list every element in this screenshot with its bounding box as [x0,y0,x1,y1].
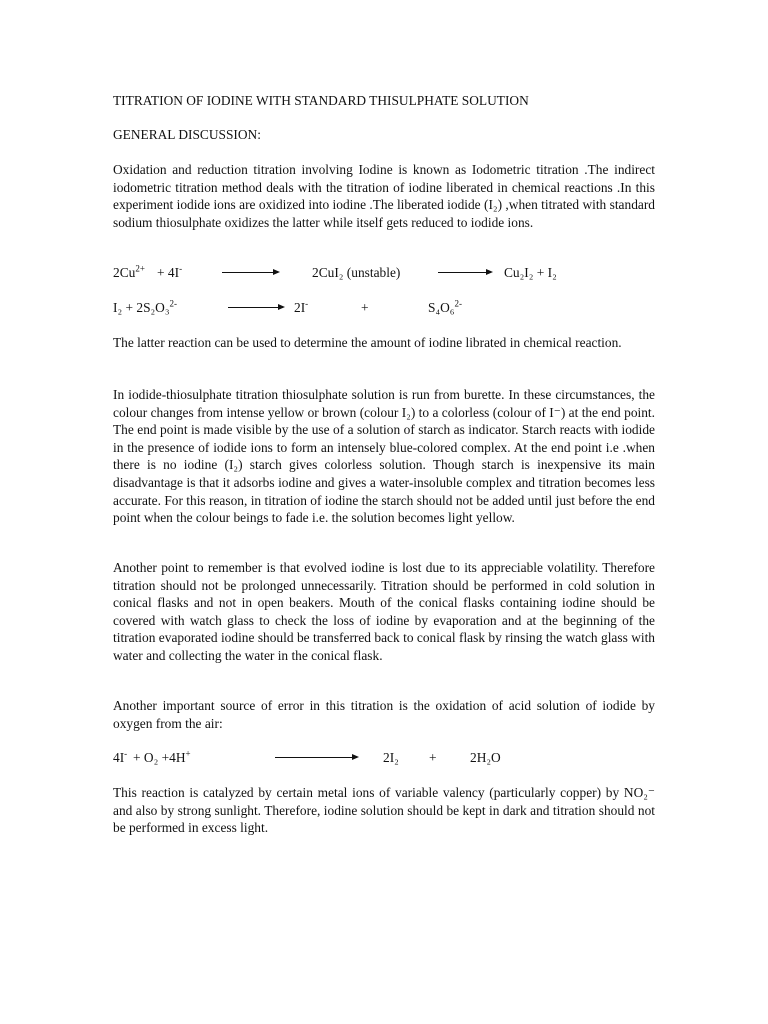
reaction-arrow-icon [228,307,283,308]
equation-3-water: 2H₂O [470,750,501,765]
equation-3-iodide: 4I- [113,748,128,765]
equation-1-intermediate: 2CuI₂ (unstable) [312,265,401,280]
equation-2-tetrathionate: S₄O₆$^{2-}$ [428,298,462,315]
equation-3-oxygen-acid: + O₂ +4H+ [133,748,191,765]
reaction-arrow-icon [222,272,278,273]
reaction-arrow-icon [438,272,491,273]
paragraph-starch-indicator: In iodide-thiosulphate titration thiosulphate solution is run from burette. In these circumstances, the colour changes from intense yellow or brown (colour I₂) to a colorless (colour of I⁻) at the end point. The end point is made visible by the use of a solution of starch as indicator. Starch reacts with iodide in the presence of iodide ions to form an intensely blue-colored complex. At the end point i.e .when there is no iodine (I₂) starch gives colorless solution. Though starch is inexpensive its main disadvantage is that it adsorbs iodine and gives a water-insoluble complex and titration becomes less accurate. For this reason, in titration of iodine the starch should not be added until just before the end point when the colour beings to fade i.e. the solution becomes light yellow. [113,387,655,526]
equation-1-term-copper: $2Cu^{2+}$ [113,263,145,280]
equation-1-products: Cu₂I₂ + I₂ [504,265,557,280]
equation-2-iodide: 2I- [294,298,309,315]
paragraph-volatility: Another point to remember is that evolved iodine is lost due to its appreciable volatility. Therefore titration should not be prolonged unnecessarily. Titration should be performed in cold solution in conical flasks and not in open beakers. Mouth of the conical flasks containing iodine should be covered with watch glass to check the loss of iodine by evaporation and at the beginning of the titration evaporated iodine should be transferred back to conical flask by rinsing the watch glass with water and collecting the water in the conical flask. [113,560,655,663]
paragraph-latter-reaction: The latter reaction can be used to determine the amount of iodine librated in chemical reaction. [113,335,622,350]
equation-oxidation-by-air [113,749,655,769]
document-title: TITRATION OF IODINE WITH STANDARD THISULPHATE SOLUTION [113,93,529,108]
equation-copper-iodide [113,264,655,284]
equation-iodine-thiosulphate [113,299,655,319]
equation-1-term-iodide: + 4I- [157,263,183,280]
section-heading: GENERAL DISCUSSION: [113,127,261,142]
equation-3-plus: + [429,750,437,765]
reaction-arrow-icon [275,757,357,758]
paragraph-error-source: Another important source of error in this titration is the oxidation of acid solution of iodide by oxygen from the air: [113,698,655,731]
equation-2-plus: + [361,300,369,315]
equation-2-reactants: I₂ + 2S₂O₃$^{2-}$ [113,298,178,315]
equation-3-iodine: 2I₂ [383,750,399,765]
paragraph-intro: Oxidation and reduction titration involving Iodine is known as Iodometric titration .The indirect iodometric titration method deals with the titration of iodine liberated in chemical reactions .In this experiment iodide ions are oxidized into iodine .The liberated iodide (I₂) ,when titrated with standard sodium thiosulphate oxidizes the latter while itself gets reduced to iodide ions. [113,162,655,230]
paragraph-catalysis: This reaction is catalyzed by certain metal ions of variable valency (particularly copper) by NO₂⁻ and also by strong sunlight. Therefore, iodine solution should be kept in dark and titration should not be performed in excess light. [113,785,655,836]
